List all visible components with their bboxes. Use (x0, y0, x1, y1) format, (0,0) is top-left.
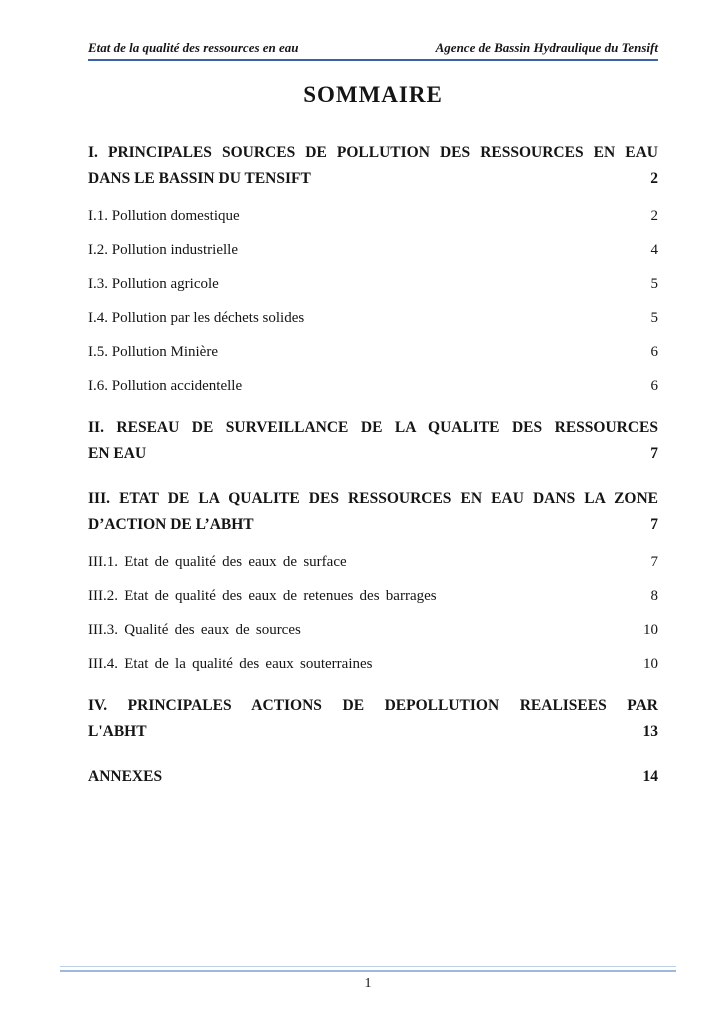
toc-heading-line: I. PRINCIPALES SOURCES DE POLLUTION DES RESSOURCES EN EAU (88, 144, 658, 161)
header-left-text: Etat de la qualité des ressources en eau (88, 40, 299, 55)
toc-page-number: 2 (650, 170, 658, 187)
toc-heading-label: D’ACTION DE L’ABHT (88, 516, 254, 533)
running-header (88, 40, 658, 61)
toc-entry (88, 376, 658, 396)
toc-entry-label: I.4. Pollution par les déchets solides (88, 310, 305, 326)
toc-heading-label: DANS LE BASSIN DU TENSIFT (88, 170, 311, 187)
table-of-contents (88, 82, 658, 787)
toc-entry-label: III.2. Etat de qualité des eaux de retenues des barrages (88, 588, 437, 604)
toc-page-number: 13 (642, 723, 658, 740)
toc-entry-label: I.6. Pollution accidentelle (88, 378, 243, 394)
toc-page-number: 10 (643, 656, 658, 672)
toc-entry-label: I.5. Pollution Minière (88, 344, 218, 360)
toc-entry (88, 654, 658, 674)
toc-page-number: 2 (650, 208, 658, 224)
toc-heading-line: II. RESEAU DE SURVEILLANCE DE LA QUALITE DES RESSOURCES (88, 419, 658, 436)
toc-entry-label: I.1. Pollution domestique (88, 208, 240, 224)
toc-heading-section-4 (88, 693, 658, 745)
toc-entry-annexes (88, 767, 658, 787)
toc-heading-line (88, 719, 658, 745)
toc-entry (88, 206, 658, 226)
toc-page-number: 8 (650, 588, 658, 604)
toc-heading-label: EN EAU (88, 445, 147, 462)
toc-page-number: 7 (650, 554, 658, 570)
toc-entry (88, 586, 658, 606)
toc-entry-label: III.4. Etat de la qualité des eaux souterraines (88, 656, 373, 672)
toc-heading-section-2 (88, 415, 658, 467)
toc-entry-label: ANNEXES (88, 768, 163, 785)
toc-heading-line (88, 441, 658, 467)
toc-page-number: 6 (650, 378, 658, 394)
toc-entry-label: I.3. Pollution agricole (88, 276, 219, 292)
toc-entry (88, 342, 658, 362)
toc-entry-label: III.3. Qualité des eaux de sources (88, 622, 301, 638)
header-right-text: Agence de Bassin Hydraulique du Tensift (435, 40, 658, 55)
toc-entry (88, 308, 658, 328)
toc-page-number: 14 (642, 768, 658, 785)
toc-heading-line: III. ETAT DE LA QUALITE DES RESSOURCES EN EAU DANS LA ZONE (88, 490, 658, 507)
toc-entry (88, 620, 658, 640)
toc-heading-label: L'ABHT (88, 723, 147, 740)
toc-page-number: 7 (650, 516, 658, 533)
running-footer (60, 966, 676, 992)
toc-page-number: 4 (650, 242, 658, 258)
toc-page-number: 5 (650, 276, 658, 292)
toc-page-number: 6 (650, 344, 658, 360)
footer-rule (60, 966, 676, 972)
footer-page-number: 1 (364, 976, 372, 991)
toc-entry-label: III.1. Etat de qualité des eaux de surface (88, 554, 347, 570)
toc-heading-line (88, 512, 658, 538)
toc-heading-section-3 (88, 486, 658, 538)
toc-entry-label: I.2. Pollution industrielle (88, 242, 238, 258)
page-title: SOMMAIRE (303, 82, 443, 107)
toc-page-number: 7 (650, 445, 658, 462)
toc-entry (88, 274, 658, 294)
toc-page-number: 10 (643, 622, 658, 638)
toc-heading-line: IV. PRINCIPALES ACTIONS DE DEPOLLUTION REALISEES PAR (88, 697, 658, 714)
toc-heading-section-1 (88, 140, 658, 192)
toc-page-number: 5 (650, 310, 658, 326)
toc-entry (88, 552, 658, 572)
toc-entry (88, 240, 658, 260)
toc-heading-line (88, 166, 658, 192)
